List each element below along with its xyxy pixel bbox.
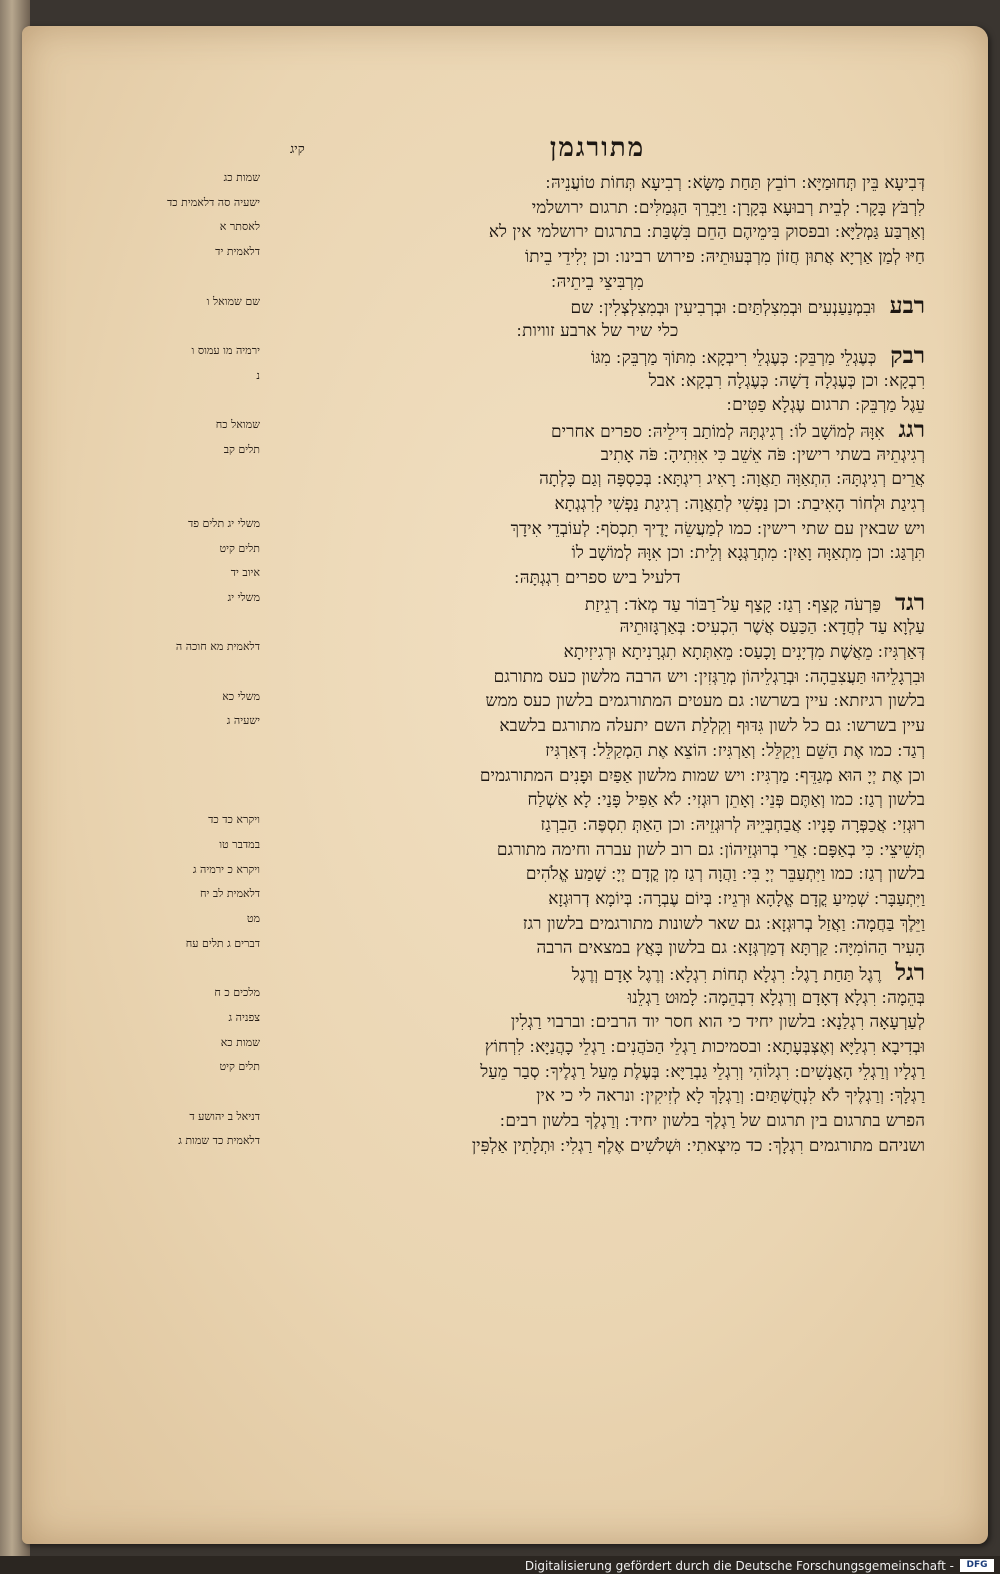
margin-note: דברים ג תלים עח: [185, 936, 260, 950]
margin-note: משלי כא: [222, 689, 260, 703]
text-line: בלשון רְגַז ׃ כמו וְאַתֶּם פְּנֵי ׃ וְאָתֵן רוּגְזִי ׃ לֹא אַפִּיל פָּנַי ׃ לָא אַשְׁלַח: [527, 790, 925, 811]
root-word: רגל: [895, 961, 925, 986]
text-line: [270, 344, 925, 369]
text-line: כלי שיר של ארבע זוויות ׃: [516, 321, 679, 342]
text-line: דלעיל ביש ספרים רִגְגְתָּהּ ׃: [514, 568, 681, 588]
margin-note: ירמיה מו עמוס ו: [191, 343, 260, 357]
text-line: מִרְבִּיצֵי בֵיתֵיהּ ׃: [551, 271, 644, 292]
margin-note: איוב יד: [230, 566, 260, 580]
margin-note: לאסתר א: [219, 220, 260, 234]
text-lines: [270, 171, 925, 1159]
text-line: רְגִיגְתֵיהּ בשתי רישין ׃ פֹּה אֵשֵׁב כִּי אִוִּתִיהָ ׃ פֹּה אָתִיב: [600, 444, 925, 465]
root-word: רגד: [895, 590, 925, 616]
text-line: [270, 418, 925, 443]
text-line: הפרש בתרגום בין תרגום של רַגְלֶךָ בלשון יחיד ׃ וְרַגְלֶךָ בלשון רבים ׃: [499, 1111, 925, 1132]
text-line: עֵגֶל מַרְבֵּק ׃ תרגום עֶגְלָא פַטִּים ׃: [726, 395, 925, 416]
text-line: לִרְבֹּץ בָּקָר ׃ לְבֵית רְבוּעָא בְּקָרָן ׃ וַיַּבְרֵךְ הַגְּמַלִּים ׃ תרגום ירושלמי: [531, 197, 925, 218]
text-line: רַגְלָךְ ׃ וְרַגְלֶיךָ לֹא לִנְחֻשְׁתַּיִם ׃ וְרַגְלָךְ לָא לְזִיקִין ׃ ונראה לי כי אין: [536, 1086, 925, 1107]
root-word: רבע: [889, 294, 925, 320]
page-header: [270, 133, 925, 171]
text-line: [270, 294, 925, 319]
line-body: אִוָּהּ לְמוֹשָׁב לוֹ ׃ רְגִיגְתָּהּ לְמוֹתַב דִּילֵיהּ ׃ ספרים אחרים: [551, 421, 885, 442]
margin-note: שמות כג: [223, 171, 260, 184]
text-line: בלשון רגיזתא ׃ עיין בשרשו ׃ גם מעטים המתורגמים בלשון כעס ממש: [485, 691, 925, 712]
dfg-logo: DFG: [960, 1559, 994, 1572]
running-head: מתורגמן: [549, 133, 646, 163]
text-line: רוּגְזִי ׃ אֲכַפְּרָה פָנָיו ׃ אֲבַחְבְּיֵיהּ לְרוּגְזֵיהּ ׃ וכן הַאַתְּ תִסְפֶּה ׃ הַבִרְגַז: [540, 814, 925, 835]
margin-note: שם שמואל ו: [206, 294, 260, 308]
margin-note: שמות כא: [220, 1035, 260, 1049]
main-text-block: [270, 133, 925, 1159]
text-line: תִּרְגַּג ׃ וכן מִתְאַוָּה וָאַיִן ׃ מִתְרַגְּגָא וְלֵית ׃ וכן אִוָּהּ לְמוֹשָׁב לוֹ: [571, 543, 925, 564]
margin-note: ישעיה ג: [226, 714, 260, 728]
margin-note: תלים קיט: [219, 541, 260, 555]
page-number: קיג: [290, 142, 305, 157]
margin-note: מט: [246, 912, 260, 925]
text-line: דְּבִיעָא בֵּין תְּחוּמַיָּא ׃ רוֹבֵץ תַּחַת מַשָּׂא ׃ רְבִיעָא תְּחוֹת טוֹעֲנֵיהּ ׃: [545, 173, 925, 193]
text-line: ויש שבאין עם שתי רישין ׃ כמו לְמַעֲשֵׂה יָדֶיךָ תִכְסֹף ׃ לְעוֹבְדֵי אִידָךְ: [510, 518, 925, 539]
margin-note: דלאמית לב יח: [200, 887, 260, 901]
text-line: בלשון רְגַז ׃ כמו וַיִּתְעַבֵּר יְיָ בִּי ׃ וַהֲוָה רְגַז מִן קֳדָם יְיָ ׃ שָׁמַע אֱלֹהִים: [525, 864, 925, 885]
text-line: הָעִיר הַהוֹמִיָּה ׃ קַרְתָּא דְמַרְגְּזָא ׃ גם בלשון בָּאֲץ במצאים הרבה: [536, 938, 925, 959]
margin-note: תלים קב: [223, 442, 260, 456]
margin-note: מלכים כ ח: [214, 986, 260, 1000]
text-line: רִבְקָא ׃ וכן כְּעֶגְלָה דָשָׁה ׃ כְּעֶגְלָה רִבְקָא ׃ אבל: [648, 370, 925, 391]
margin-note: משלי יג: [227, 590, 260, 604]
text-line: חַיּוּ לְמַן אַרְיָא אֲתוּן חֲזוֹן מִרְבְּעוּתֵיהּ ׃ פירוש רבינו ׃ וכן יְלִידֵי בֵיתוֹ: [524, 247, 925, 268]
line-body: רֶגֶל תַּחַת רָגֶל ׃ רִגְלָא תְחוֹת רִגְלָא ׃ וְרֶגֶל אָדָם וְרֶגֶל: [571, 965, 882, 985]
line-body: וּבִמְנַעַנְעִים וּבְמִצִלְתַּיִם ׃ וּבְרְבִיעִין וּבְמִצִלְצְלִין ׃ שם: [570, 298, 876, 319]
text-line: וכן אֶת יְיָ הוּא מְגַדֵּף ׃ מַרְגִּיז ׃ ויש שמות מלשון אַפַּיִם וּפָנִים המתורגמים: [479, 765, 925, 786]
root-word: רבק: [890, 343, 925, 369]
margin-note: ויקרא כד כד: [208, 813, 260, 827]
text-line: עיין בשרשו ׃ גם כל לשון גִּדּוּף וְקִלְלַת השם יתעלה מתורגם בלשבא: [499, 716, 925, 737]
margin-note: משלי יג תלים פד: [188, 516, 260, 530]
text-line: ושניהם מתורגמים רִגְלָךְ ׃ כד מִיצְאתִי ׃ וּשְׁלֹשִׁים אֶלֶף רַגְלִי ׃ וּתְלָתִין אַלְפִּין: [471, 1135, 925, 1156]
margin-note: ויקרא כ ירמיה ג: [192, 862, 260, 876]
text-line: רַגְלָיו וְרַגְלֵי הָאֲנָשִׁים ׃ רִגְלוֹהִי וְרִגְלֵי גַבְרַיָּא ׃ בְּעֶלֶת מֵעַל רַגְלֶיךָ ׃ סְבַר מֵעַל: [480, 1061, 925, 1082]
footer-bar: [0, 1556, 1000, 1574]
text-line: וַיִּתְעַבָּר ׃ שְׁמִיעַ קֳדָם אֱלָהָא וּרְגֵיז ׃ בְּיוֹם עֶבְרָה ׃ בְּיוֹמָא דְרוּגְזָא: [548, 888, 925, 909]
margin-note: דלאמית כד שמות ג: [178, 1134, 260, 1148]
text-line: בְּהֵמָה ׃ רִגְלָא דְאָדָם וְרִגְלָא דִבְהֵמָה ׃ לָמוּט רַגְלֵנוּ: [627, 987, 925, 1008]
text-line: [270, 961, 925, 986]
text-line: דְּאַרְגִּיז ׃ מֵאֲשֶׁת מִדְיָנִים וָכָעַס ׃ מֵאִתְּתָא תִגְרָנִיתָא וּרְגִיזִיתָא: [563, 642, 925, 663]
text-line: רְגַד ׃ כמו אֶת הַשֵּׁם וַיְקַלֵּל ׃ וְאַרְגִּיז ׃ הוֹצֵא אֶת הַמְקַלֵּל ׃ דְּאַרְגִּיז: [545, 740, 925, 761]
line-body: כְּעֶגְלֵי מַרְבֵּק ׃ כְּעֶגְלֵי רִיבְקָא ׃ מִתּוֹךְ מַרְבֵּק ׃ מִגּוֹ: [590, 347, 877, 368]
margin-note: דניאל ב יהושע ד: [189, 1109, 260, 1123]
margin-note: דלאמית יד: [215, 245, 260, 259]
margin-note: במדבר טו: [219, 837, 260, 851]
text-line: וּבְדִיבָא רִגְלַיָּא וְאֶצְבְּעָתָא ׃ ובסמיכות רַגְלֵי הַכֹּהֲנִים ׃ רַגְלֵי כָהֲנַיָּא ׃ לִרְחוֹץ: [484, 1037, 925, 1058]
text-line: רְגִיגַת וּלְחוֹר הָאִיבַת ׃ וכן נַפְשִׁי לְתַאֲוָה ׃ רְגִיגַת נַפְשִׁי לְרִגְגְתָא: [554, 493, 925, 514]
margin-note: שמואל כח: [215, 418, 260, 431]
root-word: רגג: [898, 417, 925, 443]
margin-note: ישעיה סה דלאמית כד: [166, 195, 260, 209]
margin-note: צפניה ג: [228, 1010, 260, 1024]
text-line: וּבִרְגָלֵיהוּ תַּעֲצִבֵהָה ׃ וּבְרַגְלֵיהוֹן מְרַגְּזִין ׃ ויש הרבה מלשון כעס מתורגם: [493, 666, 925, 687]
text-line: לְעַרְעָאָה רִגְלַנָא ׃ בלשון יחיד כי הוא חסר יוד הרבים ׃ וברבוי רַגְלִין: [510, 1012, 925, 1033]
text-line: אֲרֵים רְגִיגְתָּהּ ׃ הִתְאַוָּה תַאֲוָה ׃ רָאִיג רִיגְתָּא ׃ בְּכַסְפָּה וְגַם כָּלְתָה: [539, 469, 925, 490]
text-line: וַיֵּלֶךְ בַּחֲמָה ׃ וַאֲזַל בְרוּגְזָא ׃ גם שאר לשונות מתורגמים בלשון רגז: [522, 913, 925, 934]
line-body: פַּרְעֹה קָצַף ׃ רְגַז ׃ קָצַף עַל־רַבּוֹר עַד מְאֹד ׃ רְגֵיזַת: [584, 594, 882, 615]
text-line: [270, 591, 925, 616]
text-line: עַלְוָא עַד לְחֲדָא ׃ הַכַּעַס אֲשֶׁר הִכְעִיס ׃ בְּאַרְגָּזוּתֵיהּ: [619, 617, 925, 638]
margin-note: נ: [256, 368, 260, 382]
text-line: וְאַרְבַּע גַּמְלַיָּא ׃ ובפסוק בִּימֵיהֶם הַחֵם בִּשְׁבַּת ׃ בתרגום ירושלמי אין לא: [488, 222, 925, 243]
margin-note: דלאמית מא חוכה ה: [175, 640, 260, 654]
footer-credit: Digitalisierung gefördert durch die Deutsche Forschungsgemeinschaft -: [524, 1559, 954, 1573]
text-line: תְּשֵׁיצֵי ׃ כִּי בְאַפָּם ׃ אֲרֵי בְרוּגְזֵיהוֹן ׃ גם רוב לשון עברה וחימה מתורגם: [496, 839, 925, 860]
margin-note: תלים קיט: [219, 1060, 260, 1074]
